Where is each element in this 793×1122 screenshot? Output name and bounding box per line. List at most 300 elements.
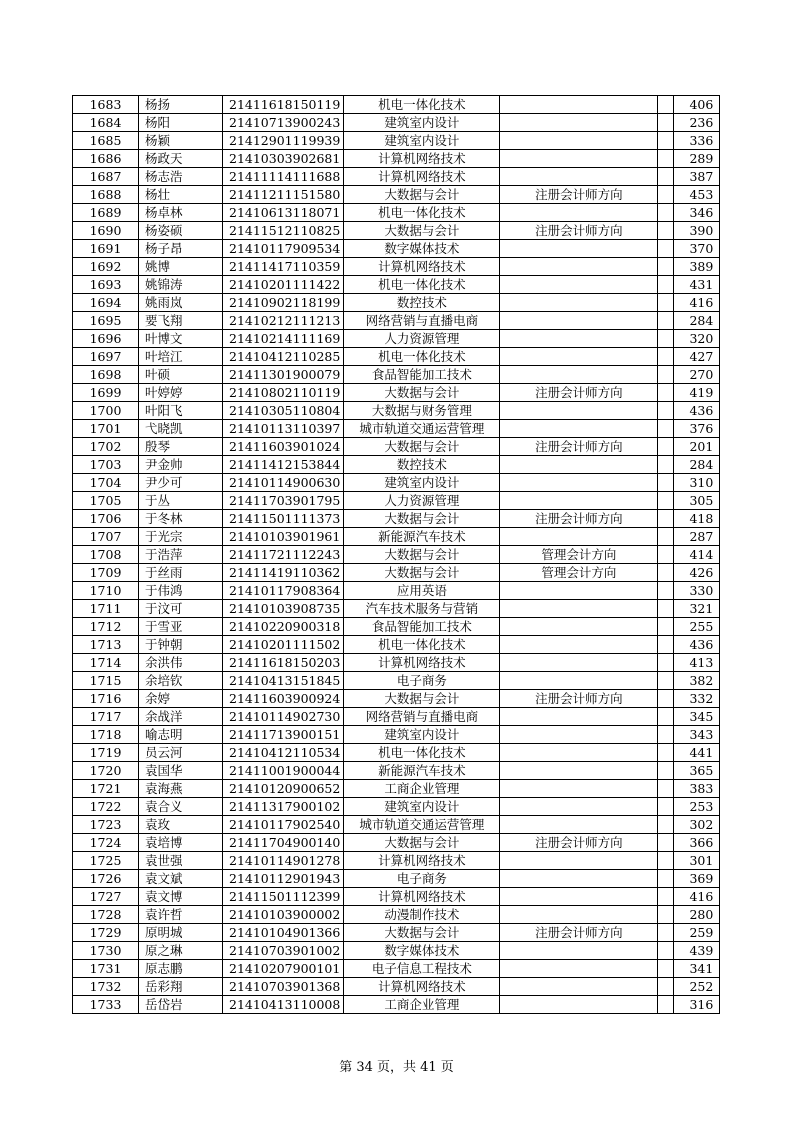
exam-id: 21410114902730 (223, 708, 344, 726)
exam-id: 21410412110285 (223, 348, 344, 366)
row-seq: 1694 (73, 294, 139, 312)
table-row (73, 420, 720, 438)
exam-id: 21410103900002 (223, 906, 344, 924)
major-name: 新能源汽车技术 (344, 762, 500, 780)
exam-id: 21410114900630 (223, 474, 344, 492)
blank-cell (658, 150, 674, 168)
blank-cell (658, 456, 674, 474)
major-name: 计算机网络技术 (344, 888, 500, 906)
major-direction: 管理会计方向 (500, 564, 658, 582)
major-name: 建筑室内设计 (344, 474, 500, 492)
exam-id: 21410201111422 (223, 276, 344, 294)
student-name: 杨壮 (139, 186, 223, 204)
table-row (73, 996, 720, 1014)
major-direction (500, 132, 658, 150)
student-name: 于冬林 (139, 510, 223, 528)
table-row (73, 222, 720, 240)
table-row (73, 366, 720, 384)
major-name: 机电一体化技术 (344, 348, 500, 366)
major-name: 机电一体化技术 (344, 276, 500, 294)
major-direction (500, 474, 658, 492)
row-seq: 1686 (73, 150, 139, 168)
major-direction: 注册会计师方向 (500, 690, 658, 708)
exam-id: 21410703901368 (223, 978, 344, 996)
score-value: 284 (674, 456, 720, 474)
row-seq: 1702 (73, 438, 139, 456)
table-row (73, 456, 720, 474)
row-seq: 1713 (73, 636, 139, 654)
major-name: 机电一体化技术 (344, 744, 500, 762)
exam-id: 21410703901002 (223, 942, 344, 960)
table-row (73, 744, 720, 762)
blank-cell (658, 582, 674, 600)
exam-id: 21410120900652 (223, 780, 344, 798)
major-name: 数字媒体技术 (344, 240, 500, 258)
student-name: 叶阳飞 (139, 402, 223, 420)
table-row (73, 348, 720, 366)
major-name: 食品智能加工技术 (344, 618, 500, 636)
table-row (73, 528, 720, 546)
major-direction (500, 708, 658, 726)
major-name: 建筑室内设计 (344, 132, 500, 150)
major-direction (500, 294, 658, 312)
blank-cell (658, 906, 674, 924)
blank-cell (658, 618, 674, 636)
student-name: 袁文斌 (139, 870, 223, 888)
exam-id: 21411603900924 (223, 690, 344, 708)
row-seq: 1707 (73, 528, 139, 546)
major-name: 计算机网络技术 (344, 258, 500, 276)
score-value: 253 (674, 798, 720, 816)
student-name: 袁国华 (139, 762, 223, 780)
major-direction: 注册会计师方向 (500, 384, 658, 402)
row-seq: 1712 (73, 618, 139, 636)
row-seq: 1730 (73, 942, 139, 960)
blank-cell (658, 474, 674, 492)
exam-id: 21411317900102 (223, 798, 344, 816)
major-name: 人力资源管理 (344, 492, 500, 510)
major-name: 大数据与会计 (344, 564, 500, 582)
score-value: 259 (674, 924, 720, 942)
table-row (73, 654, 720, 672)
major-direction (500, 348, 658, 366)
student-name: 杨阳 (139, 114, 223, 132)
student-name: 杨扬 (139, 96, 223, 114)
major-direction (500, 258, 658, 276)
row-seq: 1710 (73, 582, 139, 600)
student-name: 于汶可 (139, 600, 223, 618)
major-direction (500, 528, 658, 546)
score-value: 387 (674, 168, 720, 186)
table-row (73, 852, 720, 870)
student-name: 要飞翔 (139, 312, 223, 330)
score-value: 316 (674, 996, 720, 1014)
table-row (73, 708, 720, 726)
student-name: 余婷 (139, 690, 223, 708)
page-footer: 第 34 页，共 41 页 (339, 1060, 454, 1075)
blank-cell (658, 528, 674, 546)
row-seq: 1731 (73, 960, 139, 978)
blank-cell (658, 564, 674, 582)
row-seq: 1724 (73, 834, 139, 852)
exam-id: 21410113110397 (223, 420, 344, 438)
exam-id: 21410412110534 (223, 744, 344, 762)
score-value: 332 (674, 690, 720, 708)
table-row (73, 636, 720, 654)
row-seq: 1708 (73, 546, 139, 564)
score-value: 370 (674, 240, 720, 258)
score-value: 414 (674, 546, 720, 564)
exam-id: 21411713900151 (223, 726, 344, 744)
score-value: 416 (674, 888, 720, 906)
score-value: 453 (674, 186, 720, 204)
table-row (73, 312, 720, 330)
row-seq: 1696 (73, 330, 139, 348)
blank-cell (658, 546, 674, 564)
score-value: 441 (674, 744, 720, 762)
blank-cell (658, 168, 674, 186)
major-direction (500, 312, 658, 330)
student-name: 于伟鸿 (139, 582, 223, 600)
exam-id: 21411501111373 (223, 510, 344, 528)
blank-cell (658, 726, 674, 744)
row-seq: 1689 (73, 204, 139, 222)
student-name: 尹少可 (139, 474, 223, 492)
major-direction (500, 942, 658, 960)
row-seq: 1698 (73, 366, 139, 384)
row-seq: 1684 (73, 114, 139, 132)
student-name: 叶婷婷 (139, 384, 223, 402)
score-value: 439 (674, 942, 720, 960)
table-row (73, 924, 720, 942)
major-direction: 注册会计师方向 (500, 186, 658, 204)
blank-cell (658, 294, 674, 312)
table-row (73, 906, 720, 924)
major-direction: 注册会计师方向 (500, 924, 658, 942)
row-seq: 1727 (73, 888, 139, 906)
student-name: 原明城 (139, 924, 223, 942)
score-value: 383 (674, 780, 720, 798)
major-name: 电子商务 (344, 870, 500, 888)
major-direction (500, 600, 658, 618)
row-seq: 1729 (73, 924, 139, 942)
score-value: 302 (674, 816, 720, 834)
student-name: 尹金帅 (139, 456, 223, 474)
row-seq: 1691 (73, 240, 139, 258)
table-row (73, 780, 720, 798)
major-direction (500, 852, 658, 870)
blank-cell (658, 690, 674, 708)
major-name: 工商企业管理 (344, 996, 500, 1014)
score-value: 305 (674, 492, 720, 510)
exam-id: 21411501112399 (223, 888, 344, 906)
table-row (73, 816, 720, 834)
table-row (73, 798, 720, 816)
student-name: 余战洋 (139, 708, 223, 726)
table-row (73, 132, 720, 150)
student-name: 袁文博 (139, 888, 223, 906)
major-direction (500, 150, 658, 168)
student-name: 于浩萍 (139, 546, 223, 564)
table-row (73, 114, 720, 132)
exam-id: 21410103908735 (223, 600, 344, 618)
table-row (73, 96, 720, 114)
major-name: 数控技术 (344, 294, 500, 312)
major-direction (500, 492, 658, 510)
student-name: 员云河 (139, 744, 223, 762)
table-row (73, 168, 720, 186)
row-seq: 1687 (73, 168, 139, 186)
blank-cell (658, 600, 674, 618)
exam-id: 21410303902681 (223, 150, 344, 168)
blank-cell (658, 204, 674, 222)
exam-id: 21411001900044 (223, 762, 344, 780)
student-name: 于丛 (139, 492, 223, 510)
row-seq: 1695 (73, 312, 139, 330)
major-name: 大数据与财务管理 (344, 402, 500, 420)
table-row (73, 330, 720, 348)
exam-id: 21410214111169 (223, 330, 344, 348)
student-name: 于丝雨 (139, 564, 223, 582)
major-direction (500, 780, 658, 798)
score-value: 366 (674, 834, 720, 852)
student-name: 姚雨岚 (139, 294, 223, 312)
student-name: 岳岱岩 (139, 996, 223, 1014)
row-seq: 1732 (73, 978, 139, 996)
score-value: 255 (674, 618, 720, 636)
blank-cell (658, 870, 674, 888)
student-name: 杨姿硕 (139, 222, 223, 240)
blank-cell (658, 492, 674, 510)
exam-id: 21411412153844 (223, 456, 344, 474)
major-direction (500, 240, 658, 258)
major-name: 机电一体化技术 (344, 96, 500, 114)
major-direction (500, 906, 658, 924)
row-seq: 1700 (73, 402, 139, 420)
exam-id: 21410212111213 (223, 312, 344, 330)
table-row (73, 582, 720, 600)
table-row (73, 294, 720, 312)
blank-cell (658, 672, 674, 690)
exam-id: 21410902118199 (223, 294, 344, 312)
major-direction (500, 762, 658, 780)
row-seq: 1726 (73, 870, 139, 888)
major-name: 网络营销与直播电商 (344, 708, 500, 726)
table-row (73, 546, 720, 564)
major-name: 汽车技术服务与营销 (344, 600, 500, 618)
exam-id: 21410201111502 (223, 636, 344, 654)
table-row (73, 870, 720, 888)
exam-id: 21410103901961 (223, 528, 344, 546)
major-name: 机电一体化技术 (344, 636, 500, 654)
student-name: 袁玫 (139, 816, 223, 834)
major-direction: 管理会计方向 (500, 546, 658, 564)
score-value: 310 (674, 474, 720, 492)
blank-cell (658, 942, 674, 960)
blank-cell (658, 240, 674, 258)
student-name: 袁世强 (139, 852, 223, 870)
table-row (73, 762, 720, 780)
major-name: 大数据与会计 (344, 384, 500, 402)
major-direction (500, 672, 658, 690)
major-direction (500, 798, 658, 816)
score-value: 321 (674, 600, 720, 618)
blank-cell (658, 510, 674, 528)
table-row (73, 690, 720, 708)
major-direction (500, 168, 658, 186)
table-row (73, 492, 720, 510)
blank-cell (658, 654, 674, 672)
exam-id: 21411618150119 (223, 96, 344, 114)
major-name: 机电一体化技术 (344, 204, 500, 222)
major-direction (500, 978, 658, 996)
student-name: 殷琴 (139, 438, 223, 456)
row-seq: 1717 (73, 708, 139, 726)
major-name: 数控技术 (344, 456, 500, 474)
row-seq: 1704 (73, 474, 139, 492)
blank-cell (658, 924, 674, 942)
student-name: 余洪伟 (139, 654, 223, 672)
exam-id: 21411704900140 (223, 834, 344, 852)
blank-cell (658, 330, 674, 348)
major-direction (500, 618, 658, 636)
major-name: 应用英语 (344, 582, 500, 600)
score-value: 426 (674, 564, 720, 582)
blank-cell (658, 186, 674, 204)
table-row (73, 600, 720, 618)
table-row (73, 672, 720, 690)
major-name: 城市轨道交通运营管理 (344, 420, 500, 438)
major-name: 大数据与会计 (344, 510, 500, 528)
row-seq: 1683 (73, 96, 139, 114)
row-seq: 1699 (73, 384, 139, 402)
blank-cell (658, 312, 674, 330)
major-direction (500, 330, 658, 348)
table-row (73, 384, 720, 402)
exam-id: 21411603901024 (223, 438, 344, 456)
row-seq: 1692 (73, 258, 139, 276)
blank-cell (658, 96, 674, 114)
major-name: 城市轨道交通运营管理 (344, 816, 500, 834)
major-direction (500, 456, 658, 474)
major-name: 计算机网络技术 (344, 168, 500, 186)
score-table (72, 95, 720, 1014)
row-seq: 1685 (73, 132, 139, 150)
row-seq: 1733 (73, 996, 139, 1014)
major-direction (500, 204, 658, 222)
major-name: 电子信息工程技术 (344, 960, 500, 978)
score-value: 252 (674, 978, 720, 996)
blank-cell (658, 114, 674, 132)
student-name: 袁培博 (139, 834, 223, 852)
row-seq: 1697 (73, 348, 139, 366)
major-direction (500, 816, 658, 834)
row-seq: 1725 (73, 852, 139, 870)
major-name: 建筑室内设计 (344, 798, 500, 816)
table-row (73, 276, 720, 294)
row-seq: 1722 (73, 798, 139, 816)
major-direction (500, 870, 658, 888)
score-value: 336 (674, 132, 720, 150)
blank-cell (658, 132, 674, 150)
student-name: 原之琳 (139, 942, 223, 960)
major-direction: 注册会计师方向 (500, 438, 658, 456)
major-name: 工商企业管理 (344, 780, 500, 798)
student-name: 袁海燕 (139, 780, 223, 798)
blank-cell (658, 438, 674, 456)
row-seq: 1716 (73, 690, 139, 708)
blank-cell (658, 366, 674, 384)
major-direction: 注册会计师方向 (500, 510, 658, 528)
row-seq: 1706 (73, 510, 139, 528)
exam-id: 21411703901795 (223, 492, 344, 510)
major-name: 建筑室内设计 (344, 726, 500, 744)
student-name: 喻志明 (139, 726, 223, 744)
blank-cell (658, 384, 674, 402)
exam-id: 21410713900243 (223, 114, 344, 132)
major-direction: 注册会计师方向 (500, 834, 658, 852)
major-name: 大数据与会计 (344, 546, 500, 564)
table-row (73, 438, 720, 456)
major-name: 食品智能加工技术 (344, 366, 500, 384)
row-seq: 1690 (73, 222, 139, 240)
score-value: 301 (674, 852, 720, 870)
major-direction (500, 636, 658, 654)
row-seq: 1711 (73, 600, 139, 618)
exam-id: 21410220900318 (223, 618, 344, 636)
table-row (73, 474, 720, 492)
exam-id: 21411512110825 (223, 222, 344, 240)
score-value: 201 (674, 438, 720, 456)
score-value: 419 (674, 384, 720, 402)
major-name: 动漫制作技术 (344, 906, 500, 924)
major-direction (500, 420, 658, 438)
major-direction (500, 744, 658, 762)
score-value: 389 (674, 258, 720, 276)
score-value: 330 (674, 582, 720, 600)
row-seq: 1701 (73, 420, 139, 438)
blank-cell (658, 258, 674, 276)
table-row (73, 888, 720, 906)
score-value: 406 (674, 96, 720, 114)
major-name: 数字媒体技术 (344, 942, 500, 960)
student-name: 岳彩翔 (139, 978, 223, 996)
row-seq: 1721 (73, 780, 139, 798)
score-value: 369 (674, 870, 720, 888)
score-value: 382 (674, 672, 720, 690)
score-value: 280 (674, 906, 720, 924)
score-value: 418 (674, 510, 720, 528)
row-seq: 1714 (73, 654, 139, 672)
exam-id: 21410117902540 (223, 816, 344, 834)
blank-cell (658, 960, 674, 978)
major-direction (500, 402, 658, 420)
exam-id: 21411419110362 (223, 564, 344, 582)
blank-cell (658, 420, 674, 438)
score-value: 427 (674, 348, 720, 366)
student-name: 姚锦涛 (139, 276, 223, 294)
major-name: 计算机网络技术 (344, 150, 500, 168)
exam-id: 21411114111688 (223, 168, 344, 186)
student-name: 原志鹏 (139, 960, 223, 978)
exam-id: 21411721112243 (223, 546, 344, 564)
major-direction: 注册会计师方向 (500, 222, 658, 240)
student-name: 姚博 (139, 258, 223, 276)
score-value: 287 (674, 528, 720, 546)
exam-id: 21410305110804 (223, 402, 344, 420)
table-row (73, 150, 720, 168)
major-name: 大数据与会计 (344, 690, 500, 708)
